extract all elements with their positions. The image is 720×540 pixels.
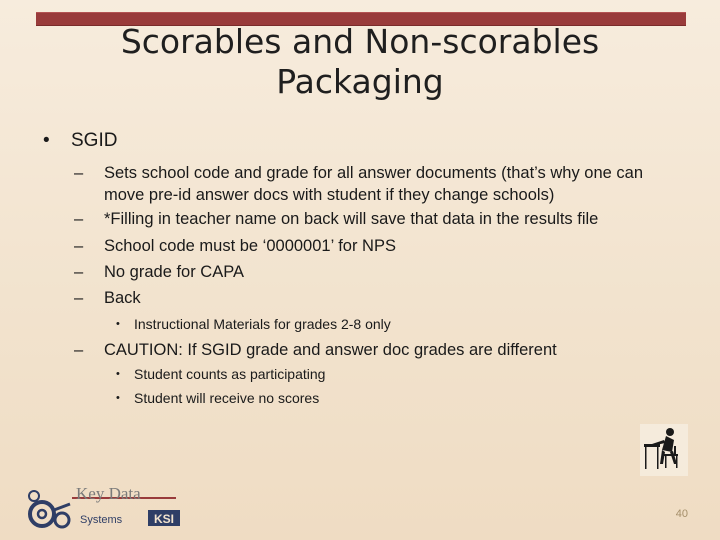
title-line-2: Packaging bbox=[276, 62, 444, 101]
sub-sub-bullet-text: Student will receive no scores bbox=[134, 390, 320, 406]
dash-marker: – bbox=[74, 164, 84, 182]
dash-marker: – bbox=[74, 341, 84, 359]
sub-bullet-text: CAUTION: If SGID grade and answer doc grades are different bbox=[104, 341, 557, 359]
sub-bullet-nps-code bbox=[74, 235, 674, 257]
sub-bullet-school-code-grade bbox=[74, 162, 674, 206]
sub-bullet-text: No grade for CAPA bbox=[104, 263, 245, 281]
sub-bullet-teacher-name bbox=[74, 208, 674, 230]
bullet-marker: • bbox=[116, 368, 120, 380]
bullet-marker: • bbox=[116, 392, 120, 404]
student-at-desk-icon bbox=[640, 424, 688, 476]
sub-bullet-back bbox=[74, 287, 674, 309]
dash-marker: – bbox=[74, 237, 84, 255]
sub-bullet-caution bbox=[74, 339, 674, 361]
sub-sub-bullet-text: Instructional Materials for grades 2-8 only bbox=[134, 316, 391, 332]
sub-sub-bullet-text: Student counts as participating bbox=[134, 366, 326, 382]
dash-marker: – bbox=[74, 263, 84, 281]
logo-text-systems: Systems bbox=[80, 514, 123, 526]
dash-marker: – bbox=[74, 289, 84, 307]
dash-marker: – bbox=[74, 210, 84, 228]
bullet-text: SGID bbox=[71, 130, 118, 151]
page-number: 40 bbox=[675, 508, 688, 520]
bullet-marker: • bbox=[116, 318, 120, 330]
logo-mark-text: KSI bbox=[153, 512, 175, 526]
title-line-1: Scorables and Non-scorables bbox=[120, 22, 600, 61]
slide-title bbox=[60, 22, 660, 102]
sub-bullet-capa bbox=[74, 261, 674, 283]
sub-bullet-text: Sets school code and grade for all answer documents (that’s why one can move pre-id answer docs with student if they change schools) bbox=[104, 164, 644, 204]
logo-text-key-data: Key Data bbox=[76, 484, 141, 503]
sub-bullet-text: School code must be ‘0000001’ for NPS bbox=[104, 237, 396, 255]
bullet-marker: • bbox=[43, 130, 50, 151]
sub-bullet-text: Back bbox=[104, 289, 141, 307]
sub-bullet-text: *Filling in teacher name on back will save that data in the results file bbox=[104, 210, 599, 228]
